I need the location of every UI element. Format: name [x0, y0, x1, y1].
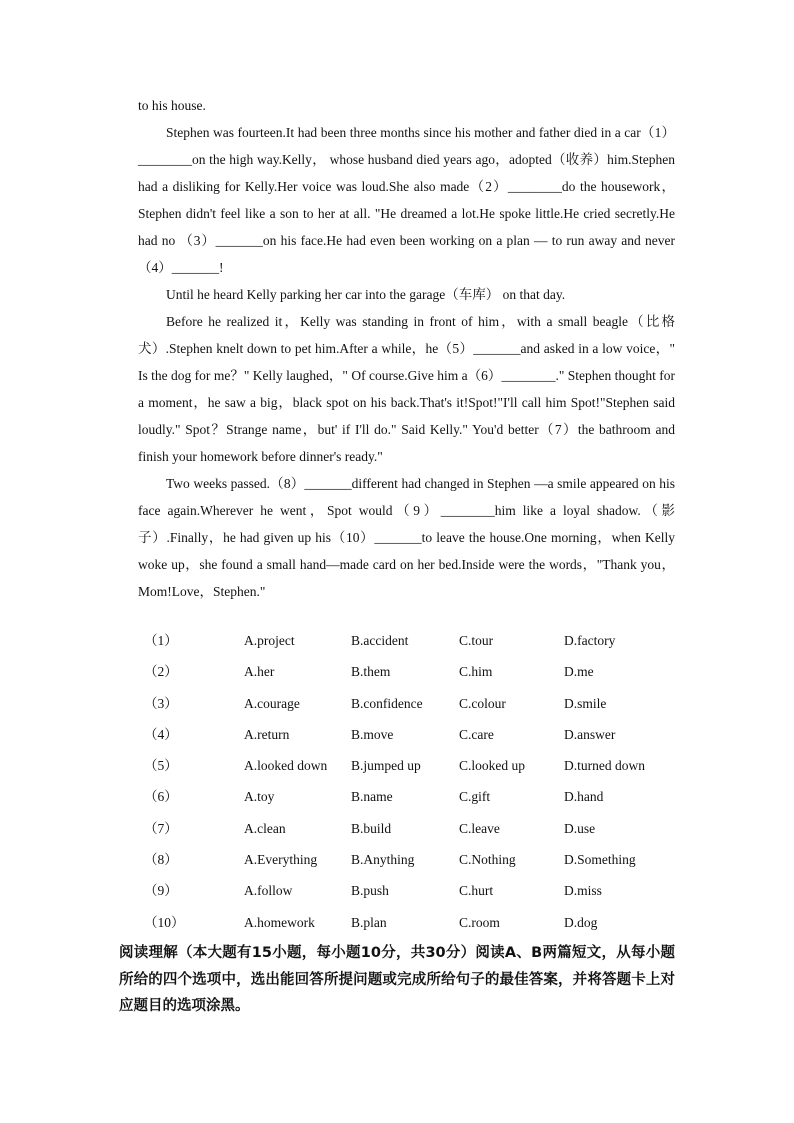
option-d: D.miss — [564, 883, 602, 899]
option-d: D.me — [564, 664, 594, 680]
option-a: A.homework — [244, 914, 315, 930]
option-b: B.push — [351, 883, 389, 899]
option-d: D.use — [564, 820, 596, 836]
passage-paragraph-4: Two weeks passed.（8）_______different had changed in Stephen —a smile appeared on his face again.Wherever he went，Spot would（9）________him like a loyal shadow.（影子）.Finally，he had given up his（10）_______to leave the house.One morning，when Kelly woke up，she found a small hand—made card on her bed.Inside were the words，"Thank you，Mom!Love，Stephen." — [138, 476, 675, 599]
question-number: （1） — [144, 633, 178, 648]
question-number: （8） — [144, 852, 178, 868]
option-b: B.build — [351, 820, 392, 836]
option-c: C.room — [459, 914, 500, 930]
passage-paragraph-2: Until he heard Kelly parking her car into the garage（车库） on that day. — [166, 287, 566, 302]
question-row-6 — [144, 783, 684, 814]
option-d: D.smile — [564, 695, 607, 711]
passage-paragraph-0: to his house. — [138, 98, 206, 113]
question-row-1 — [144, 627, 684, 658]
option-a: A.Everything — [244, 852, 318, 868]
question-row-8 — [144, 846, 684, 877]
option-a: A.clean — [244, 820, 286, 836]
option-c: C.care — [459, 726, 494, 742]
option-d: D.answer — [564, 726, 616, 742]
question-number: （3） — [144, 695, 178, 711]
option-b: B.plan — [351, 914, 387, 930]
question-number: （9） — [144, 883, 178, 899]
question-row-3 — [144, 690, 684, 721]
passage — [138, 92, 675, 605]
option-c: C.looked up — [459, 758, 525, 774]
option-b: B.them — [351, 664, 391, 680]
option-d: D.turned down — [564, 758, 645, 774]
option-b: B.name — [351, 789, 393, 805]
option-c: C.colour — [459, 695, 506, 711]
option-b: B.jumped up — [351, 758, 421, 774]
question-row-2 — [144, 658, 684, 689]
question-number: （7） — [144, 820, 178, 836]
option-c: C.hurt — [459, 883, 494, 899]
option-b: B.Anything — [351, 852, 415, 868]
question-number: （5） — [144, 758, 178, 774]
question-row-10 — [144, 909, 684, 940]
option-a: A.follow — [244, 883, 293, 899]
question-number: （2） — [144, 664, 178, 680]
option-a: A.looked down — [244, 758, 328, 774]
question-row-5 — [144, 752, 684, 783]
option-d: D.factory — [564, 633, 616, 648]
question-number: （10） — [144, 914, 185, 930]
question-row-9 — [144, 877, 684, 908]
option-c: C.gift — [459, 789, 491, 805]
option-c: C.him — [459, 664, 493, 680]
option-d: D.Something — [564, 852, 636, 868]
option-d: D.hand — [564, 789, 604, 805]
option-b: B.move — [351, 726, 394, 742]
passage-paragraph-3: Before he realized it，Kelly was standing in front of him，with a small beagle（比格犬）.Stephen knelt down to pet him.After a while，he（5）_______and asked in a low voice，" Is the dog for me？" Kelly laughed，" Of course.Give him a（6）________." Stephen thought for a moment，he saw a big，black spot on his back.That's it!Spot!"I'll call him Spot!"Stephen said loudly." Spot？Strange name，but' if I'll do." Said Kelly." You'd better（7）the bathroom and finish your homework before dinner's ready." — [138, 314, 675, 464]
option-d: D.dog — [564, 914, 598, 930]
options-table — [144, 627, 684, 940]
option-a: A.project — [244, 633, 295, 648]
option-a: A.courage — [244, 695, 300, 711]
passage-paragraph-1: Stephen was fourteen.It had been three months since his mother and father died in a car（1）________on the high way.Kelly， whose husband died years ago，adopted（收养）him.Stephen had a disliking for Kelly.Her voice was loud.She also made（2）________do the housework，Stephen didn't feel like a son to her at all. "He dreamed a lot.He spoke little.He cried secretly.He had no （3）_______on his face.He had even been working on a plan — to run away and never（4）_______! — [138, 125, 675, 275]
question-row-7 — [144, 815, 684, 846]
option-c: C.leave — [459, 820, 500, 836]
question-row-4 — [144, 721, 684, 752]
option-a: A.toy — [244, 789, 275, 805]
option-a: A.her — [244, 664, 275, 680]
option-c: C.tour — [459, 633, 494, 648]
option-a: A.return — [244, 726, 290, 742]
reading-comprehension-heading: 阅读理解（本大题有15小题，每小题10分，共30分）阅读A、B两篇短文，从每小题所给的四个选项中，选出能回答所提问题或完成所给句子的最佳答案，并将答题卡上对应题目的选项涂黑。 — [119, 945, 675, 1014]
question-number: （4） — [144, 726, 178, 742]
question-number: （6） — [144, 789, 178, 805]
option-c: C.Nothing — [459, 852, 516, 868]
option-b: B.accident — [351, 633, 409, 648]
option-b: B.confidence — [351, 695, 423, 711]
